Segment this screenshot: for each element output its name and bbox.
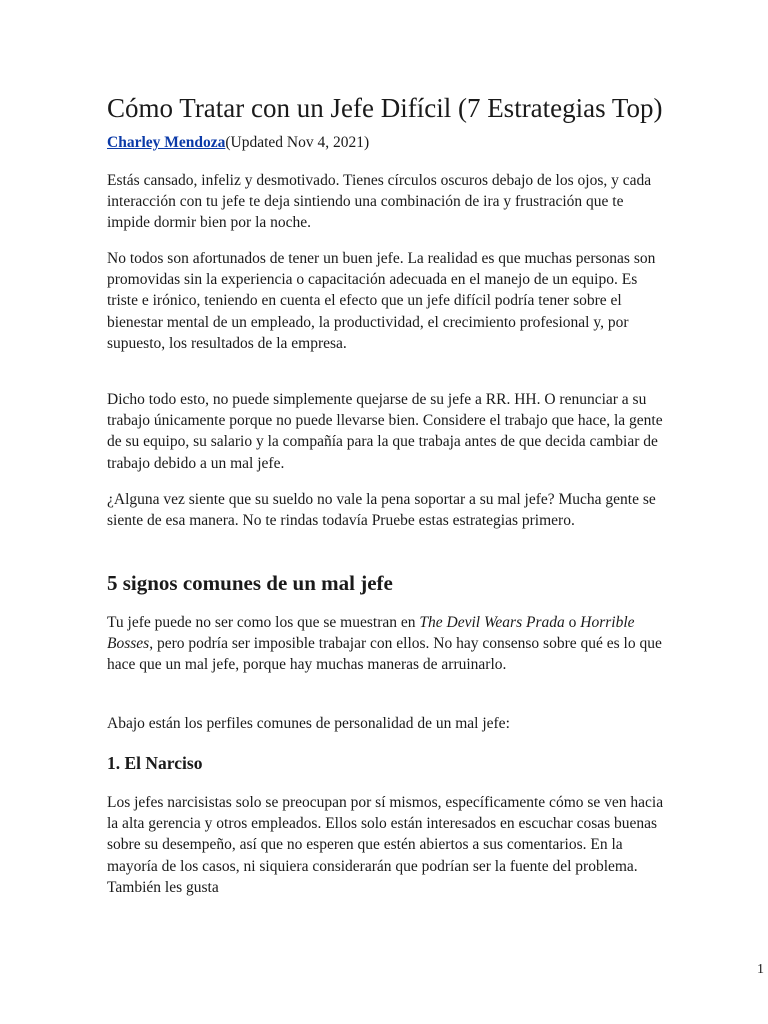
document-title: Cómo Tratar con un Jefe Difícil (7 Estrategias Top) <box>107 93 663 123</box>
paragraph-reality: No todos son afortunados de tener un buen jefe. La realidad es que muchas personas son promovidas sin la experiencia o capacitación adecuada en el manejo de un equipo. Es triste e irónico, teniendo en cuenta el efecto que un jefe difícil podría tener sobre el bienestar mental de un empleado, la productividad, el crecimiento profesional y, por supuesto, los resultados de la empresa. <box>107 250 656 352</box>
movie-title-horrible-bosses: Horrible Bosses <box>107 614 635 653</box>
paragraph-considerations: Dicho todo esto, no puede simplemente quejarse de su jefe a RR. HH. O renunciar a su trabajo únicamente porque no puede llevarse bien. Considere el trabajo que hace, la gente de su equipo, su salario y la compañía para la que trabaja antes de que decida cambiar de trabajo debido a un mal jefe. <box>107 391 663 472</box>
movie-title-devil-wears-prada: The Devil Wears Prada <box>419 614 565 631</box>
author-link[interactable]: Charley Mendoza <box>107 134 226 151</box>
paragraph-question: ¿Alguna vez siente que su sueldo no vale la pena soportar a su mal jefe? Mucha gente se siente de esa manera. No te rindas todavía Pruebe estas estrategias primero. <box>107 491 656 530</box>
paragraph-movies: Tu jefe puede no ser como los que se muestran en The Devil Wears Prada o Horrible Bosses, pero podría ser imposible trabajar con ellos. No hay consenso sobre qué es lo que hace que un mal jefe, porque hay muchas maneras de arruinarlo. <box>107 614 662 674</box>
section-heading: 5 signos comunes de un mal jefe <box>107 571 393 595</box>
byline <box>107 133 369 153</box>
paragraph-profiles: Abajo están los perfiles comunes de personalidad de un mal jefe: <box>107 715 510 732</box>
page-number: 1 <box>757 962 764 977</box>
paragraph-intro: Estás cansado, infeliz y desmotivado. Tienes círculos oscuros debajo de los ojos, y cada interacción con tu jefe te deja sintiendo una combinación de ira y frustración que te impide dormir bien por la noche. <box>107 172 652 232</box>
updated-date: (Updated Nov 4, 2021) <box>225 134 370 151</box>
paragraph-narcissist: Los jefes narcisistas solo se preocupan por sí mismos, específicamente cómo se ven hacia la alta gerencia y otros empleados. Ellos solo están interesados en escuchar cosas buenas sobre su desempeño, así que no esperen que estén abiertos a sus comentarios. En la mayoría de los casos, ni siquiera considerarán que podrían ser la fuente del problema. También les gusta <box>107 794 664 896</box>
subsection-heading-narcissist: 1. El Narciso <box>107 753 203 773</box>
